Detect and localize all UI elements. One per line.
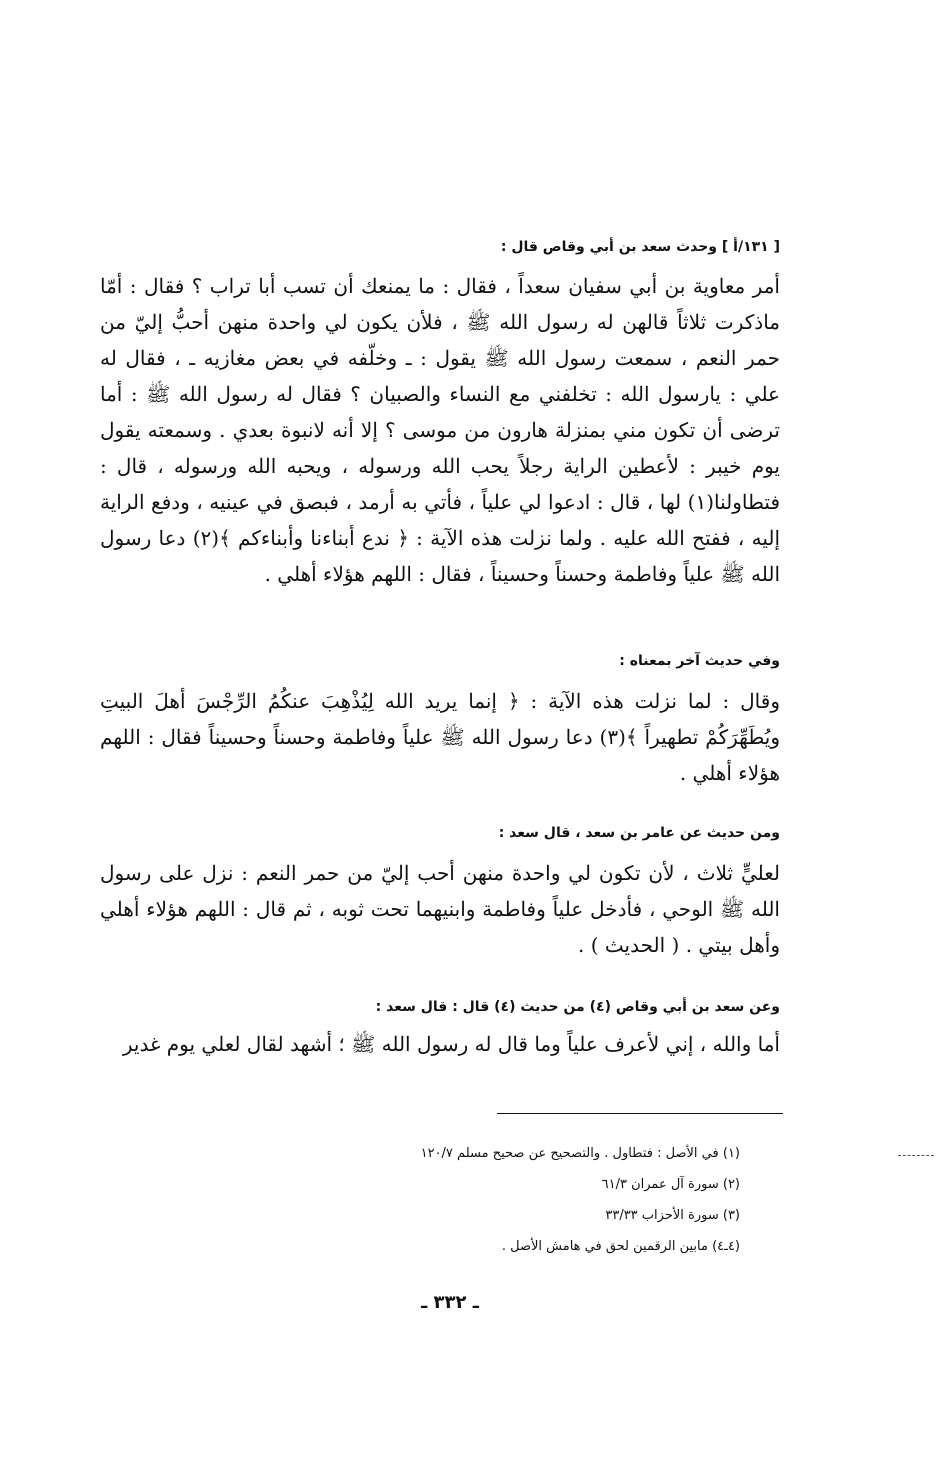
section-body-4: أما والله ، إني لأعرف علياً وما قال له رسول الله ﷺ ؛ أشهد لقال لعلي يوم غدير [122,1032,780,1056]
footnote-3: (٣) سورة الأحزاب ٣٣/٣٣ [605,1208,740,1223]
section-heading-4: وعن سعد بن أبي وقاص (٤) من حديث (٤) قال : قال سعد : [375,999,780,1015]
section-heading-3: ومن حديث عن عامر بن سعد ، قال سعد : [498,825,780,841]
footnote-4: (٤ـ٤) مابين الرقمين لحق في هامش الأصل . [501,1239,740,1254]
footnote-divider [497,1113,783,1114]
footnotes [300,1143,740,1267]
section-body-3: لعليٍّ ثلاث ، لأن تكون لي واحدة منهن أحب إليّ من حمر النعم : نزل على رسول الله ﷺ الوحي ، فأدخل علياً وفاطمة وابنيهما تحت ثوبه ، ثم قال : اللهم هؤلاء أهلي وأهل بيتي . ( الحديث ) . [100,861,780,957]
page-number: ـ ٣٣٢ ـ [421,1292,479,1313]
section-heading-1: [ ١٣١/أ ] وحدث سعد بن أبي وقاص قال : [500,239,780,255]
section-body-1: أمر معاوية بن أبي سفيان سعداً ، فقال : ما يمنعك أن تسب أبا تراب ؟ فقال : أمّا ماذكرت ثلاثاً قالهن له رسول الله ﷺ ، فلأن يكون لي واحدة منهن أحبُّ إليّ من حمر النعم ، سمعت رسول الله ﷺ يقول : ـ وخلّفه في بعض مغازيه ـ ، فقال له علي : يارسول الله : تخلفني مع النساء والصبيان ؟ فقال له رسول الله ﷺ : أما ترضى أن تكون مني بمنزلة هارون من موسى ؟ إلا أنه لانبوة بعدي . وسمعته يقول يوم خيبر : لأعطين الراية رجلاً يحب الله ورسوله ، ويحبه الله ورسوله ، قال : فتطاولنا(١) لها ، قال : ادعوا لي علياً ، فأتي به أرمد ، فبصق في عينيه ، ودفع الراية إليه ، ففتح الله عليه . ولما نزلت هذه الآية : ﴿ ندع أبناءنا وأبناءكم ﴾(٢) دعا رسول الله ﷺ علياً وفاطمة وحسناً وحسيناً ، فقال : اللهم هؤلاء أهلي . [100,274,781,586]
footnote-2: (٢) سورة آل عمران ٦١/٣ [601,1177,740,1192]
section-body-2: وقال : لما نزلت هذه الآية : ﴿ إنما يريد الله لِيُذْهِبَ عنكُمُ الرِّجْسَ أهلَ البيتِ ويُطَهِّرَكُمْ تطهيراً ﴾(٣) دعا رسول الله ﷺ علياً وفاطمة وحسناً وحسيناً فقال : اللهم هؤلاء أهلي . [100,689,780,785]
margin-mark [898,1155,934,1156]
footnote-1: (١) في الأصل : فتطاول . والتصحيح عن صحيح مسلم ١٢٠/٧ [420,1146,740,1161]
section-heading-2: وفي حديث آخر بمعناه : [619,653,780,669]
